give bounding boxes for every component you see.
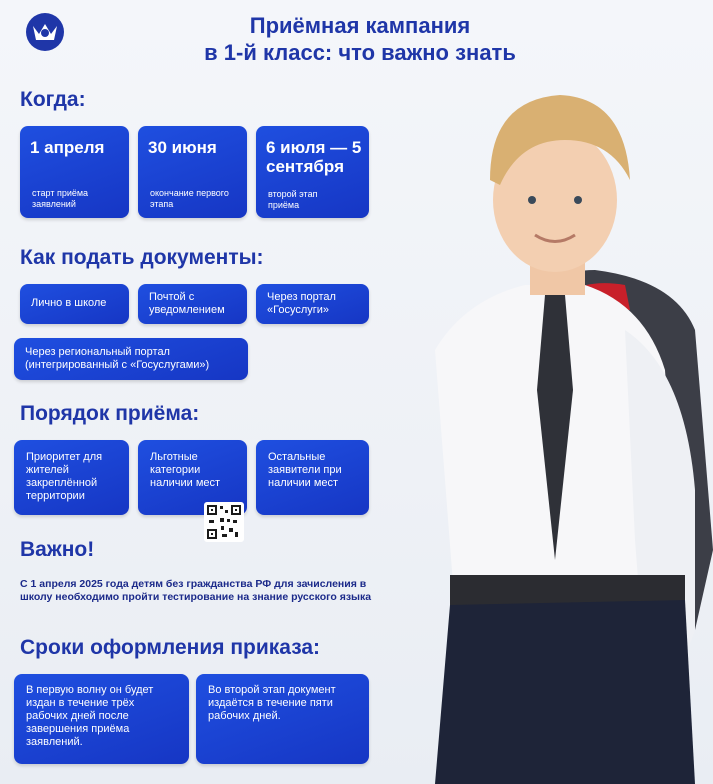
ministry-logo-icon bbox=[20, 10, 70, 54]
important-title: Важно! bbox=[20, 538, 95, 561]
submit-title: Как подать документы: bbox=[20, 246, 264, 269]
date-card-june: 30 июня окончание первого этапа bbox=[138, 126, 247, 218]
submit-option-mail: Почтой с уведомлением bbox=[138, 284, 247, 324]
submit-option-regional-portal: Через региональный портал (интегрированный с «Госуслугами») bbox=[14, 338, 248, 380]
schoolboy-illustration bbox=[395, 70, 713, 784]
qr-code-icon[interactable] bbox=[204, 502, 244, 542]
submit-option-gosuslugi: Через портал «Госуслуги» bbox=[256, 284, 369, 324]
page-title: Приёмная кампания в 1-й класс: что важно знать bbox=[204, 13, 516, 65]
when-title: Когда: bbox=[20, 88, 86, 111]
order-card-benefit: Льготные категории наличии мест bbox=[138, 440, 247, 515]
order-card-others: Остальные заявители при наличии мест bbox=[256, 440, 369, 515]
date-card-april: 1 апреля старт приёма заявлений bbox=[20, 126, 129, 218]
deadlines-title: Сроки оформления приказа: bbox=[20, 636, 321, 659]
deadline-card-first-wave: В первую волну он будет издан в течение трёх рабочих дней после завершения приёма заявлений. bbox=[14, 674, 189, 764]
order-card-priority: Приоритет для жителей закреплённой территории bbox=[14, 440, 129, 515]
date-card-july-september: 6 июля — 5 сентября второй этап приёма bbox=[256, 126, 369, 218]
submit-option-school: Лично в школе bbox=[20, 284, 129, 324]
deadline-card-second-stage: Во второй этап документ издаётся в течение пяти рабочих дней. bbox=[196, 674, 369, 764]
important-text: С 1 апреля 2025 года детям без гражданства РФ для зачисления в школу необходимо пройти тестирование на знание русского языка bbox=[20, 578, 372, 603]
order-title: Порядок приёма: bbox=[20, 402, 200, 425]
